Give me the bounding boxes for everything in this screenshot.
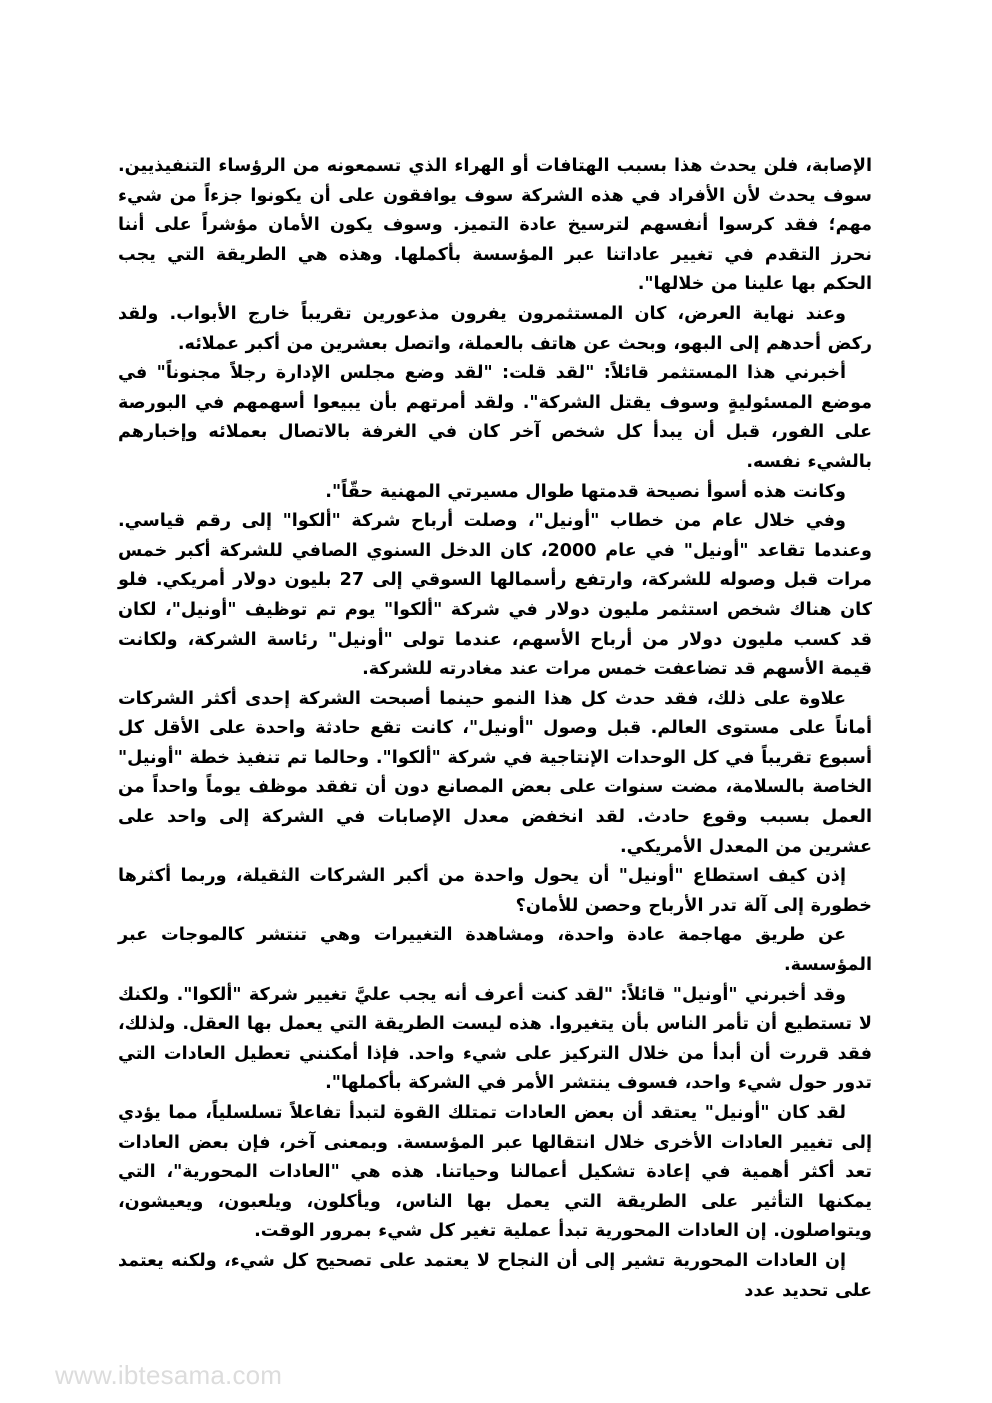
paragraph: لقد كان "أونيل" يعتقد أن بعض العادات تمتلك القوة لتبدأ تفاعلاً تسلسلياً، مما يؤدي إلى تغيير العادات الأخرى خلال انتقالها عبر المؤسسة. وبمعنى آخر، فإن بعض العادات تعد أكثر أهمية في إعادة تشكيل أعمالنا وحياتنا. هذه هي "العادات المحورية"، التي يمكنها التأثير على الطريقة التي يعمل بها الناس، ويأكلون، ويلعبون، ويعيشون، ويتواصلون. إن العادات المحورية تبدأ عملية تغير كل شيء بمرور الوقت. — [118, 1103, 872, 1242]
paragraph: عن طريق مهاجمة عادة واحدة، ومشاهدة التغييرات وهي تنتشر كالموجات عبر المؤسسة. — [118, 925, 872, 976]
document-body — [118, 152, 872, 1306]
paragraph: وكانت هذه أسوأ نصيحة قدمتها طوال مسيرتي المهنية حقّاً". — [325, 481, 846, 502]
paragraph: وعند نهاية العرض، كان المستثمرون يفرون مذعورين تقريباً خارج الأبواب. ولقد ركض أحدهم إلى البهو، وبحث عن هاتف بالعملة، واتصل بعشرين من أكبر عملائه. — [118, 303, 872, 354]
paragraph: إن العادات المحورية تشير إلى أن النجاح لا يعتمد على تصحيح كل شيء، ولكنه يعتمد على تحديد عدد — [118, 1250, 872, 1301]
paragraph: وفي خلال عام من خطاب "أونيل"، وصلت أرباح شركة "ألكوا" إلى رقم قياسي. وعندما تقاعد "أونيل" في عام 2000، كان الدخل السنوي الصافي للشركة أكبر خمس مرات قبل وصوله للشركة، وارتفع رأسمالها السوقي إلى 27 بليون دولار أمريكي. فلو كان هناك شخص استثمر مليون دولار في شركة "ألكوا" يوم تم توظيف "أونيل"، لكان قد كسب مليون دولار من أرباح الأسهم، عندما تولى "أونيل" رئاسة الشركة، ولكانت قيمة الأسهم قد تضاعفت خمس مرات عند مغادرته للشركة. — [118, 511, 872, 680]
paragraph: وقد أخبرني "أونيل" قائلاً: "لقد كنت أعرف أنه يجب عليَّ تغيير شركة "ألكوا". ولكنك لا تستطيع أن تأمر الناس بأن يتغيروا. هذه ليست الطريقة التي يعمل بها العقل. ولذلك، فقد قررت أن أبدأ من خلال التركيز على شيء واحد. فإذا أمكنني تعطيل العادات التي تدور حول شيء واحد، فسوف ينتشر الأمر في الشركة بأكملها". — [118, 984, 872, 1094]
paragraph: الإصابة، فلن يحدث هذا بسبب الهتافات أو الهراء الذي تسمعونه من الرؤساء التنفيذيين. سوف يحدث لأن الأفراد في هذه الشركة سوف يوافقون على أن يكونوا جزءاً من شيء مهم؛ فقد كرسوا أنفسهم لترسيخ عادة التميز. وسوف يكون الأمان مؤشراً على أننا نحرز التقدم في تغيير عاداتنا عبر المؤسسة بأكملها. وهذه هي الطريقة التي يجب الحكم بها علينا من خلالها". — [118, 156, 872, 295]
paragraph: إذن كيف استطاع "أونيل" أن يحول واحدة من أكبر الشركات الثقيلة، وربما أكثرها خطورة إلى آلة تدر الأرباح وحصن للأمان؟ — [118, 866, 872, 916]
site-watermark: www.ibtesama.com — [55, 1360, 283, 1390]
paragraph: أخبرني هذا المستثمر قائلاً: "لقد قلت: "لقد وضع مجلس الإدارة رجلاً مجنوناً" في موضع المسئوليةٍ وسوف يقتل الشركة". ولقد أمرتهم بأن يبيعوا أسهمهم في البورصة على الفور، قبل أن يبدأ كل شخص آخر كان في الغرفة بالاتصال بعملائه وإخبارهم بالشيء نفسه. — [118, 363, 872, 472]
paragraph: علاوة على ذلك، فقد حدث كل هذا النمو حينما أصبحت الشركة إحدى أكثر الشركات أماناً على مستوى العالم. قبل وصول "أونيل"، كانت تقع حادثة واحدة على الأقل كل أسبوع تقريباً في كل الوحدات الإنتاجية في شركة "ألكوا". وحالما تم تنفيذ خطة "أونيل" الخاصة بالسلامة، مضت سنوات على بعض المصانع دون أن تفقد موظف يوماً واحداً من العمل بسبب وقوع حادث. لقد انخفض معدل الإصابات في الشركة إلى واحد على عشرين من المعدل الأمريكي. — [118, 688, 872, 857]
